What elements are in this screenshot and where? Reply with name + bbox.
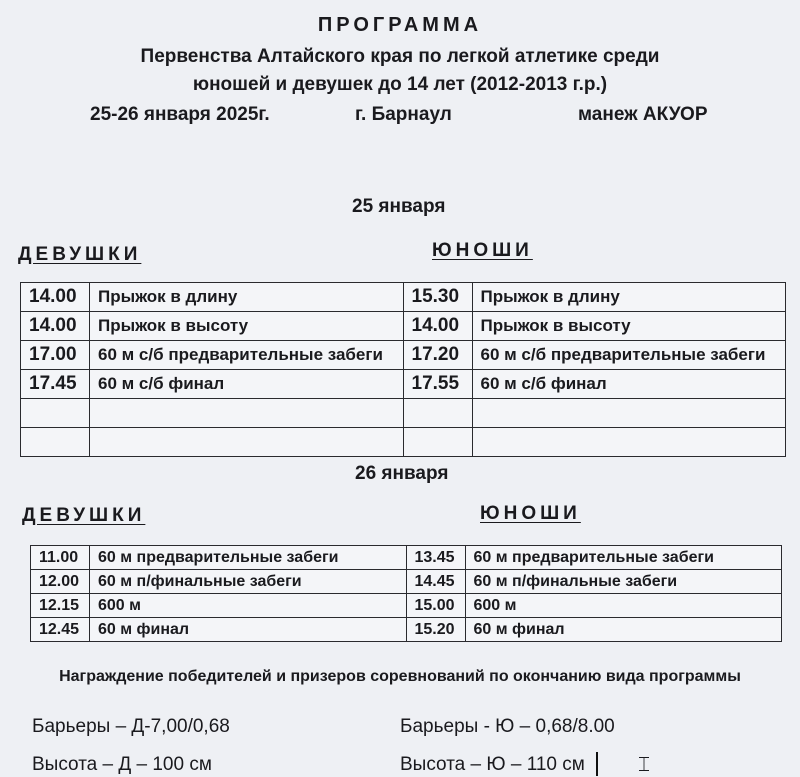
day1-schedule-table	[20, 282, 786, 457]
day1-boys-label: ЮНОШИ	[432, 240, 533, 261]
day1-row	[21, 283, 786, 312]
day2-row	[31, 570, 782, 594]
day1-girls-event-cell: 60 м с/б финал	[90, 370, 404, 399]
day1-girls-time-cell	[21, 399, 90, 428]
day2-boys-event-cell: 60 м финал	[465, 618, 782, 642]
height-boys-note: Высота – Ю – 110 см	[400, 754, 585, 775]
day1-girls-time-cell: 14.00	[21, 283, 90, 312]
day2-girls-label: ДЕВУШКИ	[22, 505, 146, 526]
ibeam-cursor-icon: ⌶	[638, 752, 650, 776]
day1-boys-event-cell	[472, 399, 786, 428]
hurdles-girls-note: Барьеры – Д-7,00/0,68	[32, 716, 230, 737]
hurdles-boys-note: Барьеры - Ю – 0,68/8.00	[400, 716, 615, 737]
day2-boys-event-cell: 60 м предварительные забеги	[465, 546, 782, 570]
day2-girls-time-cell: 11.00	[31, 546, 90, 570]
day1-girls-time-cell: 14.00	[21, 312, 90, 341]
day2-row	[31, 546, 782, 570]
day1-boys-time-cell: 15.30	[403, 283, 472, 312]
day1-girls-event-cell: Прыжок в высоту	[90, 312, 404, 341]
subtitle-line-2: юношей и девушек до 14 лет (2012-2013 г.р.)	[192, 74, 608, 95]
day2-schedule-table	[30, 545, 782, 642]
day1-boys-event-cell: Прыжок в длину	[472, 283, 786, 312]
day2-girls-event-cell: 60 м предварительные забеги	[90, 546, 407, 570]
day1-row	[21, 428, 786, 457]
day2-boys-time-cell: 14.45	[406, 570, 465, 594]
day1-boys-time-cell: 14.00	[403, 312, 472, 341]
day2-boys-time-cell: 13.45	[406, 546, 465, 570]
page-title: ПРОГРАММА	[317, 14, 483, 36]
day1-girls-time-cell: 17.00	[21, 341, 90, 370]
event-city: г. Барнаул	[355, 104, 452, 125]
day1-boys-event-cell: Прыжок в высоту	[472, 312, 786, 341]
day2-heading: 26 января	[355, 463, 449, 484]
day1-row	[21, 370, 786, 399]
day1-boys-time-cell: 17.55	[403, 370, 472, 399]
day2-boys-time-cell: 15.20	[406, 618, 465, 642]
award-note: Награждение победителей и призеров соревнований по окончанию вида программы	[59, 668, 741, 685]
day1-row	[21, 341, 786, 370]
day1-girls-event-cell: Прыжок в длину	[90, 283, 404, 312]
day2-boys-event-cell: 600 м	[465, 594, 782, 618]
text-cursor	[596, 752, 598, 776]
day1-boys-time-cell	[403, 428, 472, 457]
day1-boys-time-cell	[403, 399, 472, 428]
day1-row	[21, 399, 786, 428]
day2-girls-event-cell: 60 м финал	[90, 618, 407, 642]
day2-girls-time-cell: 12.45	[31, 618, 90, 642]
day2-girls-event-cell: 60 м п/финальные забеги	[90, 570, 407, 594]
day1-row	[21, 312, 786, 341]
day1-girls-time-cell	[21, 428, 90, 457]
day1-boys-event-cell: 60 м с/б финал	[472, 370, 786, 399]
day1-girls-label: ДЕВУШКИ	[18, 244, 142, 265]
event-venue: манеж АКУОР	[578, 104, 708, 125]
day1-boys-event-cell: 60 м с/б предварительные забеги	[472, 341, 786, 370]
subtitle-line-1: Первенства Алтайского края по легкой атлетике среди	[140, 46, 660, 67]
day1-heading: 25 января	[352, 196, 446, 217]
day2-row	[31, 618, 782, 642]
day1-girls-event-cell	[90, 428, 404, 457]
day1-girls-event-cell: 60 м с/б предварительные забеги	[90, 341, 404, 370]
day1-girls-time-cell: 17.45	[21, 370, 90, 399]
day2-girls-time-cell: 12.15	[31, 594, 90, 618]
day1-boys-time-cell: 17.20	[403, 341, 472, 370]
day1-girls-event-cell	[90, 399, 404, 428]
event-dates: 25-26 января 2025г.	[90, 104, 270, 125]
day2-girls-time-cell: 12.00	[31, 570, 90, 594]
day2-boys-event-cell: 60 м п/финальные забеги	[465, 570, 782, 594]
day2-boys-time-cell: 15.00	[406, 594, 465, 618]
day2-row	[31, 594, 782, 618]
height-girls-note: Высота – Д – 100 см	[32, 754, 212, 775]
day1-boys-event-cell	[472, 428, 786, 457]
day2-girls-event-cell: 600 м	[90, 594, 407, 618]
day2-boys-label: ЮНОШИ	[480, 503, 581, 524]
